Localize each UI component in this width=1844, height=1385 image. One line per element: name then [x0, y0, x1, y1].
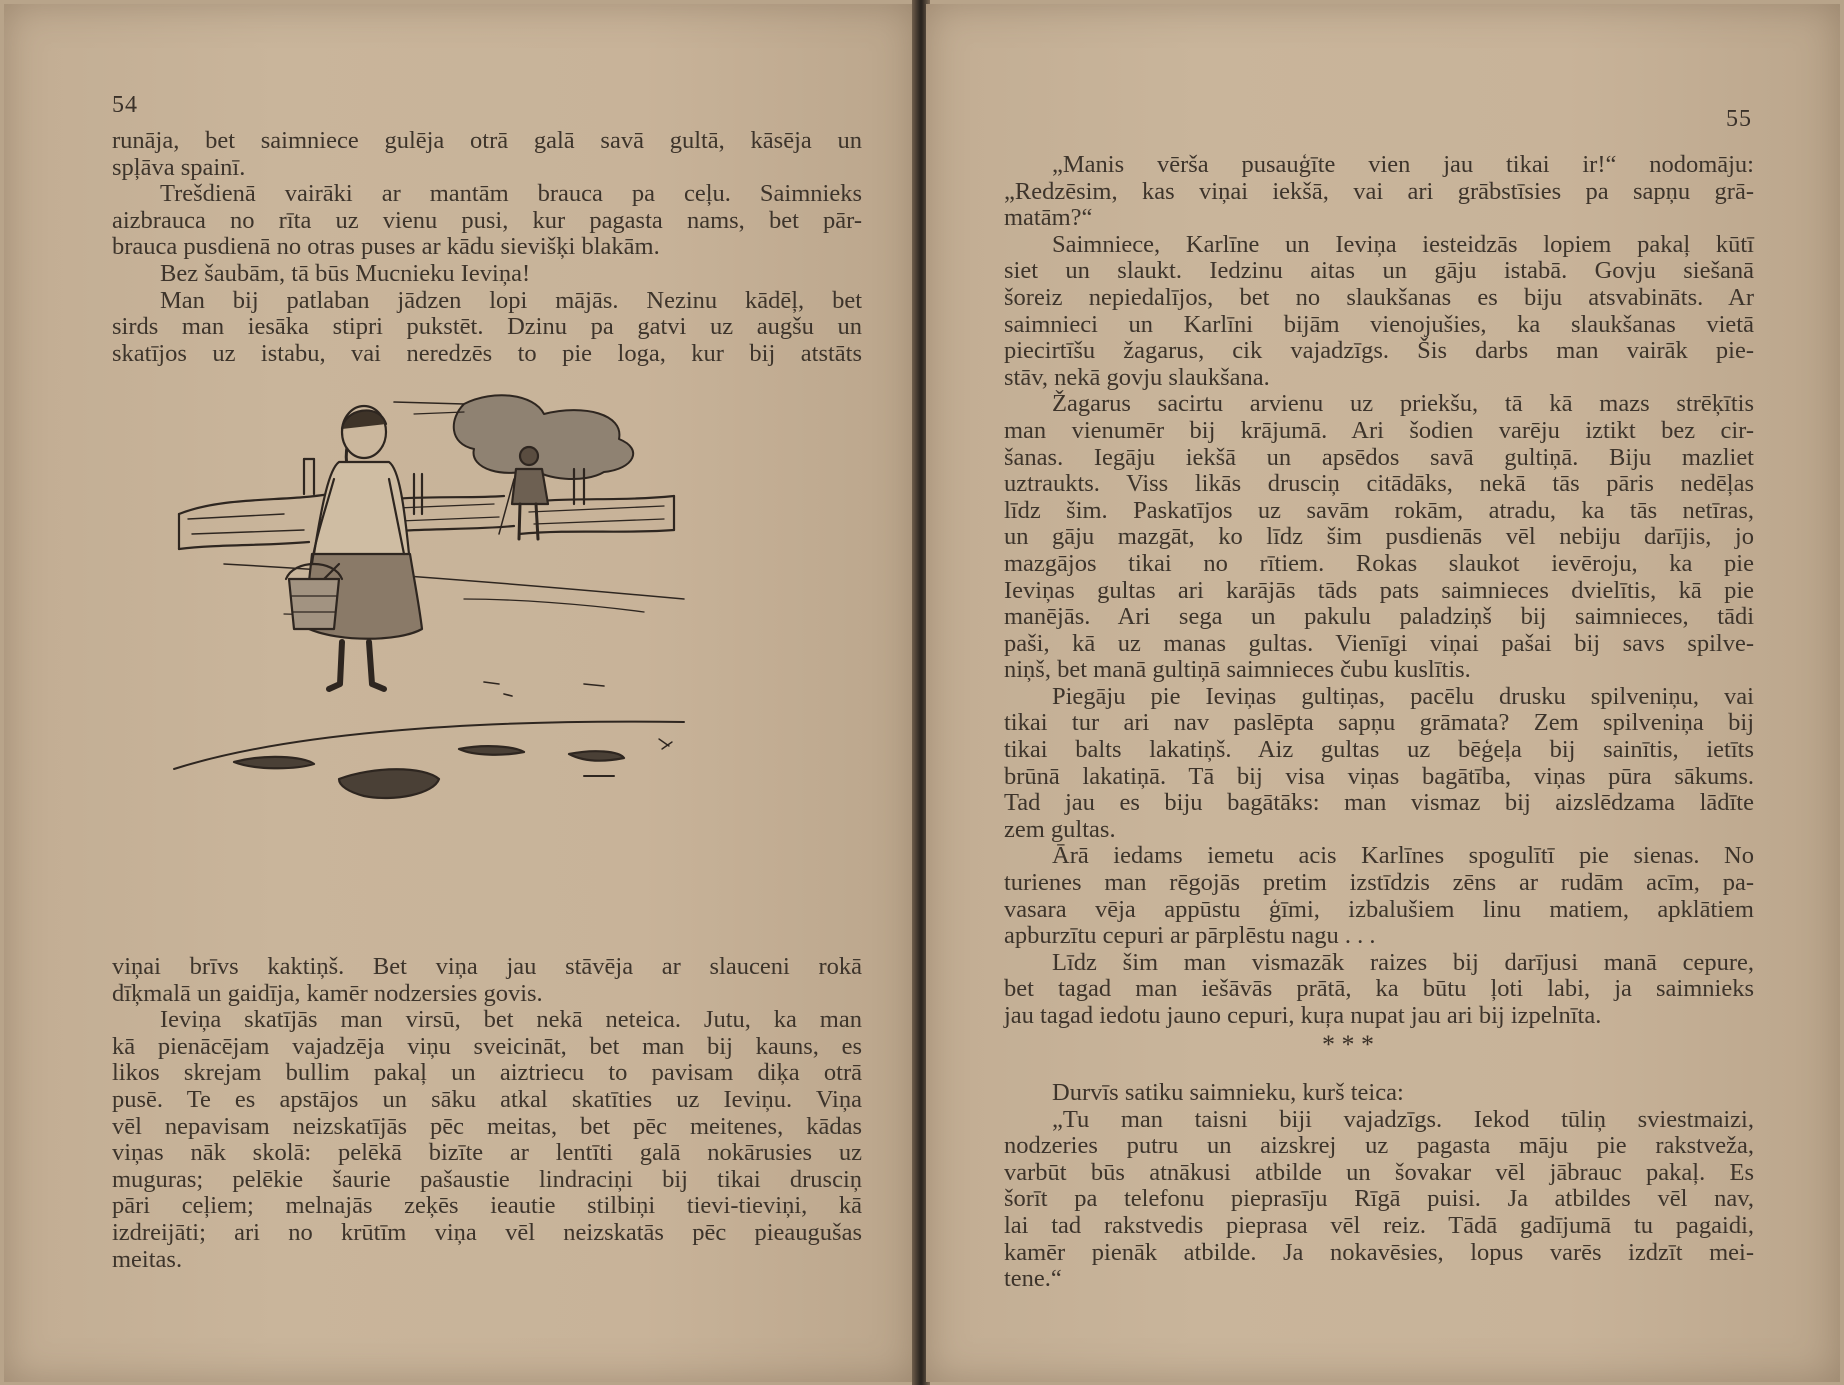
text-line: Bez šaubām, tā būs Mucnieku Ieviņa!: [160, 259, 531, 287]
girl-legs: [329, 642, 384, 689]
text-line: Ieviņas gultas ari karājās tāds pats saimnieces dvielītis, kā pie: [1004, 576, 1754, 604]
text-line: mazgājos tikai no rītiem. Rokas slaukot ievēroju, ka pie: [1004, 549, 1754, 577]
bucket: [289, 579, 339, 629]
text-line: „Tu man taisni biji vajadzīgs. Iekod tūliņ sviestmaizi,: [1052, 1105, 1754, 1133]
text-line: apburzītu cepuri ar pārplēstu nagu . . .: [1004, 922, 1376, 950]
text-line: siet un slaukt. Iedzinu aitas un gāju istabā. Govju siešanā: [1004, 257, 1754, 285]
text-line: kā pienācējam vajadzēja viņu sveicināt, bet man bij kauns, es: [112, 1032, 862, 1060]
text-line: vēl nepavisam neizskatījās pēc meitas, bet pēc meitenes, kādas: [112, 1112, 862, 1140]
text-line: piecirtīšu žagarus, cik vajadzīgs. Šis darbs man vairāk pie-: [1004, 337, 1754, 365]
text-line: spļāva spainī.: [112, 153, 246, 181]
text-line: meitas.: [112, 1245, 183, 1273]
text-line: šanas. Iegāju iekšā un apsēdos savā gultiņā. Biju mazliet: [1004, 443, 1754, 471]
text-line: turienes man rēgojās pretim izstīdzis zēns ar rudām acīm, pa-: [1004, 869, 1754, 897]
text-line: šoreiz nepiedalījos, bet no slaukšanas es biju atsvabināts. Ar: [1004, 283, 1754, 311]
text-line: manējās. Ari sega un pakulu paladziņš bij saimnieces, tādi: [1004, 603, 1754, 631]
text-line: tikai tur ari nav paslēpta sapņu grāmata? Zem spilveniņa bij: [1004, 709, 1754, 737]
text-line: matām?“: [1004, 204, 1093, 232]
left-bottom-text: [112, 954, 862, 1273]
text-line: pāri ceļiem; melnajās zeķēs ieautie stilbiņi tievi-tieviņi, kā: [112, 1192, 862, 1220]
text-line: tikai balts lakatiņš. Aiz gultas uz bēģeļa bij sainītis, ietīts: [1004, 736, 1754, 764]
text-line: brūnā lakatiņā. Tā bij visa viņas bagātība, viņas pūra sākums.: [1004, 762, 1754, 790]
left-top-text: [112, 128, 862, 367]
text-line: līdz šim. Paskatījos uz savām rokām, atradu, ka tās netīras,: [1004, 496, 1754, 524]
right-main-text: [1004, 152, 1754, 1030]
puddle: [459, 746, 524, 755]
page-number: 54: [112, 92, 138, 118]
text-line: šorīt pa telefonu pieprasīju Rīgā puisi. Ja atbildes vēl nav,: [1004, 1185, 1754, 1213]
text-line: uztraukts. Viss likās drusciņ citādāks, nekā tās pāris nedēļas: [1004, 470, 1754, 498]
text-line: aizbrauca no rīta uz vienu pusi, kur pagasta nams, bet pār-: [112, 206, 862, 234]
text-line: „Manis vērša pusauģīte vien jau tikai ir!“ nodomāju:: [1052, 151, 1754, 178]
text-line: viņai brīvs kaktiņš. Bet viņa jau stāvēja ar slauceni rokā: [112, 953, 862, 980]
text-line: un gāju mazgāt, ko līdz šim pusdienās vēl nebiju darījis, jo: [1004, 523, 1754, 551]
man-head: [520, 447, 538, 465]
section-separator: * * *: [1322, 1030, 1374, 1059]
text-line: paši, kā uz manas gultas. Vienīgi viņai pašai bij savs spilve-: [1004, 629, 1754, 657]
text-line: lai tad rakstvedis pieprasa vēl reiz. Tādā gadījumā tu pagaidi,: [1004, 1211, 1754, 1239]
text-line: pusē. Te es apstājos un sāku atkal skatīties uz Ieviņu. Viņa: [112, 1085, 862, 1113]
text-line: sirds man iesāka stipri pukstēt. Dzinu pa gatvi uz augšu un: [112, 313, 862, 341]
text-line: Ieviņa skatījās man virsū, bet nekā neteica. Jutu, ka man: [160, 1006, 862, 1034]
text-line: izdreijāti; ari no krūtīm viņa vēl neizskatās pēc pieaugušas: [112, 1218, 862, 1246]
text-line: Žagarus sacirtu arvienu uz priekšu, tā kā mazs strēķītis: [1052, 390, 1754, 418]
text-line: muguras; pelēkie šaurie pašaustie lindraciņi bij tikai drusciņ: [112, 1165, 862, 1193]
text-line: saimnieci un Karlīni bijām vienojušies, ka slaukšanas vietā: [1004, 310, 1754, 338]
text-line: kamēr pienāk atbilde. Ja nokavēsies, lopus varēs izdzīt mei-: [1004, 1238, 1754, 1266]
text-line: niņš, bet manā gultiņā saimnieces čubu kuslītis.: [1004, 656, 1471, 684]
text-line: nodzeries putru un aizskrej uz pagasta māju pie rakstveža,: [1004, 1132, 1754, 1160]
text-line: viņas nāk skolā: pelēkā bizīte ar lentīti galā nokārusies uz: [112, 1139, 862, 1167]
page-number: 55: [1726, 106, 1752, 132]
right-page: [926, 4, 1840, 1382]
text-line: vasara vēja appūstu ģīmi, izbalušiem linu matiem, apklātiem: [1004, 895, 1754, 923]
text-line: Trešdienā vairāki ar mantām brauca pa ceļu. Saimnieks: [160, 180, 862, 208]
text-line: dīķmalā un gaidīja, kamēr nodzersies govis.: [112, 979, 543, 1007]
text-line: zem gultas.: [1004, 815, 1116, 843]
text-line: man vienumēr bij krājumā. Ari šodien varēju iztikt bez cir-: [1004, 416, 1754, 444]
text-line: Durvīs satiku saimnieku, kurš teica:: [1052, 1079, 1404, 1106]
text-line: Man bij patlaban jādzen lopi mājās. Nezinu kādēļ, bet: [160, 286, 862, 314]
text-line: Tad jau es biju bagātāks: man vismaz bij aizslēdzama lādīte: [1004, 789, 1754, 817]
text-line: skatījos uz istabu, vai neredzēs to pie loga, kur bij atstāts: [112, 339, 862, 367]
text-line: Piegāju pie Ieviņas gultiņas, pacēlu drusku spilveniņu, vai: [1052, 682, 1754, 710]
text-line: bet tagad man iešāvās prātā, ka būtu ļoti labi, ja saimnieks: [1004, 975, 1754, 1003]
girl-with-bucket-illustration: [164, 384, 804, 944]
puddle: [234, 757, 314, 768]
text-line: Ārā iedams iemetu acis Karlīnes spogulītī pie sienas. No: [1052, 842, 1754, 870]
text-line: likos skrejam bullim pakaļ un aiztriecu to pavisam diķa otrā: [112, 1059, 862, 1087]
text-line: varbūt būs atnākusi atbilde un šovakar vēl jābrauc pakaļ. Es: [1004, 1158, 1754, 1186]
right-after-text: [1004, 1080, 1754, 1293]
text-line: brauca pusdienā no otras puses ar kādu sievišķi blakām.: [112, 233, 660, 261]
text-line: stāv, nekā govju slaukšana.: [1004, 363, 1270, 391]
cloud: [454, 395, 633, 479]
text-line: Līdz šim man vismazāk raizes bij darījusi manā cepure,: [1052, 948, 1754, 976]
text-line: runāja, bet saimniece gulēja otrā galā savā gultā, kāsēja un: [112, 127, 862, 154]
left-page: [4, 4, 916, 1382]
text-line: jau tagad iedotu jauno cepuri, kuŗa nupat jau ari bij izpelnīta.: [1004, 1002, 1602, 1029]
text-line: Saimniece, Karlīne un Ieviņa iesteidzās lopiem pakaļ kūtī: [1052, 230, 1754, 258]
puddle: [569, 751, 624, 760]
puddle: [339, 769, 439, 798]
text-line: tene.“: [1004, 1265, 1062, 1293]
man-body: [512, 469, 548, 504]
text-line: „Redzēsim, kas viņai iekšā, vai ari grābstīsies pa sapņu grā-: [1004, 177, 1754, 205]
